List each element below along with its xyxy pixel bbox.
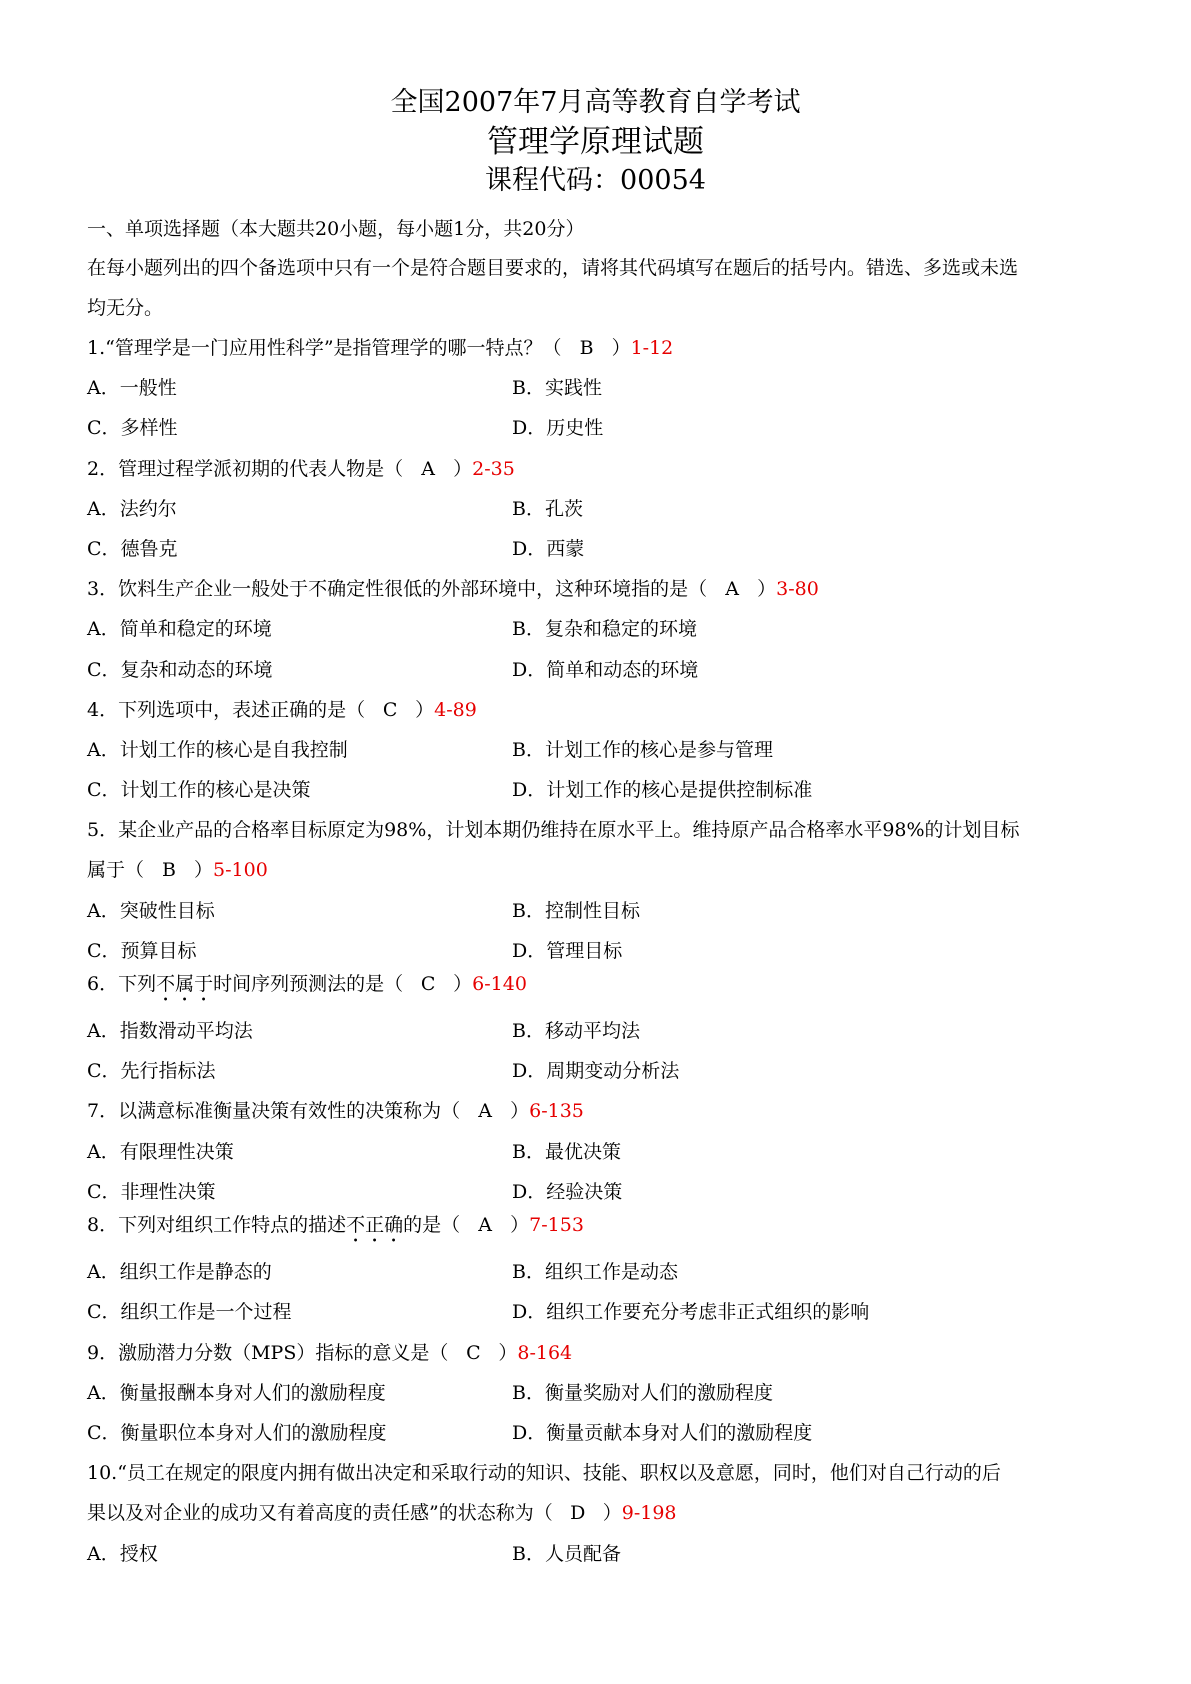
option-c: C．计划工作的核心是决策 (87, 779, 311, 801)
option-c: C．多样性 (87, 417, 178, 439)
page-ref: 5-100 (213, 859, 268, 881)
option-c: C．预算目标 (87, 940, 197, 962)
option-d: D．管理目标 (512, 940, 623, 962)
question-stem: 9．激励潜力分数（MPS）指标的意义是（ (87, 1342, 449, 1364)
option-a: A．组织工作是静态的 (87, 1261, 272, 1283)
answer: A (725, 578, 739, 600)
course-code: 课程代码：00054 (485, 165, 706, 196)
question-3: 3．饮料生产企业一般处于不确定性很低的外部环境中，这种环境指的是（ A ）3-80 (87, 578, 819, 600)
option-c: C．组织工作是一个过程 (87, 1301, 292, 1323)
option-b: B．人员配备 (512, 1543, 621, 1565)
answer: D (570, 1502, 586, 1524)
question-9: 9．激励潜力分数（MPS）指标的意义是（ C ）8-164 (87, 1342, 573, 1364)
answer: A (421, 458, 435, 480)
question-stem: 8．下列对组织工作特点的描述 (87, 1214, 347, 1236)
section-instructions-cont: 均无分。 (87, 297, 164, 319)
question-10-cont: 果以及对企业的成功又有着高度的责任感”的状态称为（ D ）9-198 (87, 1502, 677, 1524)
option-b: B．移动平均法 (512, 1020, 640, 1042)
question-stem: 3．饮料生产企业一般处于不确定性很低的外部环境中，这种环境指的是（ (87, 578, 708, 600)
option-c: C．复杂和动态的环境 (87, 659, 273, 681)
page-ref: 1-12 (630, 337, 674, 359)
option-d: D．经验决策 (512, 1181, 623, 1203)
option-c: C．德鲁克 (87, 538, 178, 560)
page-ref: 6-135 (529, 1100, 584, 1122)
answer: A (478, 1100, 492, 1122)
question-stem: 6．下列 (87, 973, 157, 995)
subject-title: 管理学原理试题 (487, 124, 704, 160)
question-6: 6．下列不属于时间序列预测法的是（ C ）6-140 (87, 973, 527, 995)
question-8: 8．下列对组织工作特点的描述不正确的是（ A ）7-153 (87, 1214, 584, 1236)
question-stem: 1.“管理学是一门应用性科学”是指管理学的哪一特点？（ (87, 337, 562, 359)
option-a: A．有限理性决策 (87, 1141, 234, 1163)
question-stem: 2．管理过程学派初期的代表人物是（ (87, 458, 404, 480)
option-c: C．非理性决策 (87, 1181, 216, 1203)
question-5-cont: 属于（ B ）5-100 (87, 859, 268, 881)
question-7: 7．以满意标准衡量决策有效性的决策称为（ A ）6-135 (87, 1100, 584, 1122)
option-a: A．衡量报酬本身对人们的激励程度 (87, 1382, 386, 1404)
option-c: C．衡量职位本身对人们的激励程度 (87, 1422, 387, 1444)
question-stem: 7．以满意标准衡量决策有效性的决策称为（ (87, 1100, 461, 1122)
question-10: 10.“员工在规定的限度内拥有做出决定和采取行动的知识、技能、职权以及意愿，同时，他们对自己行动的后 (87, 1462, 1001, 1484)
option-d: D．历史性 (512, 417, 604, 439)
page-ref: 2-35 (472, 458, 515, 480)
option-b: B．衡量奖励对人们的激励程度 (512, 1382, 773, 1404)
option-d: D．组织工作要充分考虑非正式组织的影响 (512, 1301, 870, 1323)
answer: C (420, 973, 436, 995)
option-a: A．计划工作的核心是自我控制 (87, 739, 348, 761)
answer: B (162, 859, 176, 881)
exam-title: 全国2007年7月高等教育自学考试 (390, 87, 801, 118)
answer: B (579, 337, 594, 359)
option-a: A．授权 (87, 1543, 158, 1565)
option-c: C．先行指标法 (87, 1060, 216, 1082)
question-stem: 4．下列选项中，表述正确的是（ (87, 699, 366, 721)
option-d: D．周期变动分析法 (512, 1060, 680, 1082)
page-ref: 8-164 (517, 1342, 573, 1364)
answer: A (478, 1214, 492, 1236)
section-instructions: 在每小题列出的四个备选项中只有一个是符合题目要求的，请将其代码填写在题后的括号内。错选、多选或未选 (87, 257, 1019, 279)
question-5: 5．某企业产品的合格率目标原定为98%，计划本期仍维持在原水平上。维持原产品合格率水平98%的计划目标 (87, 819, 1020, 841)
option-a: A．法约尔 (87, 498, 177, 520)
option-a: A．简单和稳定的环境 (87, 618, 272, 640)
question-stem: 果以及对企业的成功又有着高度的责任感”的状态称为（ (87, 1502, 553, 1524)
option-b: B．实践性 (512, 377, 602, 399)
option-d: D．简单和动态的环境 (512, 659, 699, 681)
page-ref: 6-140 (472, 973, 527, 995)
option-b: B．孔茨 (512, 498, 583, 520)
section-heading: 一、单项选择题（本大题共20小题，每小题1分，共20分） (87, 218, 585, 240)
option-a: A．突破性目标 (87, 900, 215, 922)
page-ref: 4-89 (434, 699, 477, 721)
option-b: B．计划工作的核心是参与管理 (512, 739, 773, 761)
question-1: 1.“管理学是一门应用性科学”是指管理学的哪一特点？（ B ）1-12 (87, 337, 674, 359)
option-b: B．复杂和稳定的环境 (512, 618, 697, 640)
page-ref: 9-198 (621, 1502, 677, 1524)
option-d: D．西蒙 (512, 538, 585, 560)
option-b: B．控制性目标 (512, 900, 640, 922)
option-a: A．一般性 (87, 377, 177, 399)
page-ref: 3-80 (776, 578, 819, 600)
emphasis-text: 不正确 (346, 1214, 404, 1236)
question-stem: 属于（ (87, 859, 145, 881)
option-b: B．最优决策 (512, 1141, 621, 1163)
emphasis-text: 不属于 (156, 973, 214, 995)
page-ref: 7-153 (529, 1214, 584, 1236)
option-b: B．组织工作是动态 (512, 1261, 678, 1283)
answer: C (466, 1342, 481, 1364)
option-d: D．衡量贡献本身对人们的激励程度 (512, 1422, 813, 1444)
question-4: 4．下列选项中，表述正确的是（ C ）4-89 (87, 699, 477, 721)
question-2: 2．管理过程学派初期的代表人物是（ A ）2-35 (87, 458, 515, 480)
option-d: D．计划工作的核心是提供控制标准 (512, 779, 813, 801)
option-a: A．指数滑动平均法 (87, 1020, 253, 1042)
answer: C (382, 699, 398, 721)
